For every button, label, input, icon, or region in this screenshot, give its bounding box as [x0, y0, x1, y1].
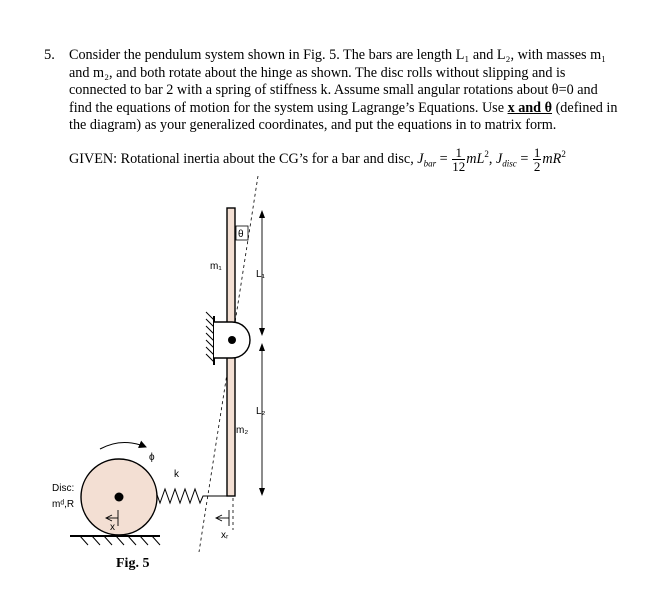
squared-2: 2	[561, 149, 566, 160]
j-disc-symbol: J	[495, 150, 503, 167]
equals-1: =	[436, 150, 452, 167]
frac1-denominator: 12	[452, 159, 466, 174]
figure-caption: Fig. 5	[116, 556, 150, 571]
squared-1: 2	[484, 149, 489, 160]
problem-line-2: and m₂, and both rotate about the hinge as shown. The disc rolls without slipping and is	[69, 64, 566, 81]
line-4-suffix: (defined in	[552, 99, 618, 116]
xr-label: xᵣ	[221, 530, 229, 541]
k-label: k	[174, 469, 179, 480]
j-disc-subscript: disc	[502, 158, 517, 169]
frac2-denominator: 2	[533, 159, 541, 174]
disc-center	[115, 493, 124, 502]
m2-label: m₂	[236, 425, 249, 436]
ground	[70, 536, 160, 545]
phi-label: ϕ	[149, 452, 155, 463]
xr-coordinate-arrow	[216, 510, 229, 526]
given-prefix: GIVEN: Rotational inertia about the CG’s for a bar and disc,	[69, 150, 418, 167]
frac2-numerator: 1	[533, 145, 541, 160]
frac1-numerator: 1	[452, 146, 465, 160]
generalized-coordinates: x and θ	[507, 99, 553, 116]
L2-label: L₂	[256, 406, 266, 417]
problem-line-3: connected to bar 2 with a spring of stiffness k. Assume small angular rotations about θ=0 and	[69, 82, 598, 99]
L1-label: L₁	[256, 269, 265, 280]
j-bar-symbol: J	[417, 150, 424, 167]
equals-2: =	[516, 150, 532, 167]
problem-number: 5.	[44, 47, 55, 63]
disc-params-label: mᵈ,R	[52, 499, 75, 510]
problem-line-5: the diagram) as your generalized coordinates, and put the equations in to matrix form.	[69, 117, 557, 134]
L2-dimension	[259, 343, 265, 496]
term-mR: mR	[542, 150, 562, 167]
theta-label: θ	[238, 229, 244, 240]
problem-line-1: Consider the pendulum system shown in Fig. 5. The bars are length L₁ and L₂, with masses m₁	[69, 47, 607, 63]
line-4-prefix: find the equations of motion for the system using Lagrange’s Equations. Use	[69, 99, 508, 116]
term-mL: mL	[466, 150, 485, 167]
phi-arrow	[100, 442, 146, 449]
comma-sep: ,	[488, 150, 496, 167]
j-bar-subscript: bar	[423, 158, 437, 169]
m1-label: m₁	[210, 261, 222, 272]
x-label: x	[110, 522, 115, 533]
disc-label: Disc:	[52, 483, 75, 494]
